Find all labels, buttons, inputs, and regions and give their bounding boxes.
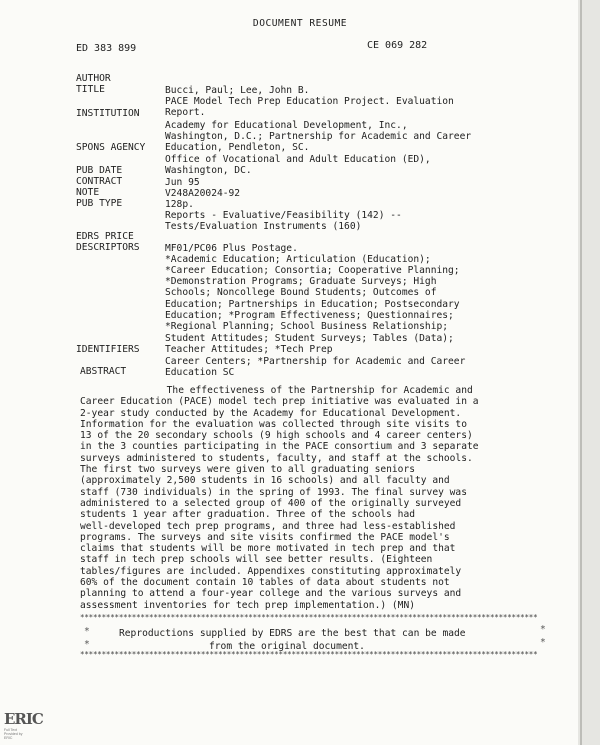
ed-number: ED 383 899 bbox=[76, 43, 137, 54]
ce-number: CE 069 282 bbox=[367, 40, 428, 51]
star-border-left: * bbox=[84, 639, 90, 650]
field-value: *Academic Education; Articulation (Education); *Career Education; Consortia; Cooperative Planning; *Demonstration Programs; Graduate Surveys; High Schools; Noncollege Bound Students; Outcomes of Education; Partnerships in Education; Postsecondary Education; *Program Effectiveness; Questionnaires; *Regional Planning; School Business Relationship; Student Attitudes; Student Surveys; Tables (Data); Teacher Attitudes; *Tech Prep bbox=[165, 253, 460, 355]
field-label: DESCRIPTORS bbox=[76, 242, 140, 254]
star-border-right: * bbox=[540, 637, 546, 648]
star-border-left: * bbox=[84, 626, 90, 637]
field-value: Jun 95 bbox=[165, 176, 200, 188]
eric-logo-subtext: Full Text Provided by ERIC bbox=[4, 728, 23, 740]
field-label: AUTHOR bbox=[76, 73, 111, 85]
field-value: Career Centers; *Partnership for Academic and Career Education SC bbox=[165, 355, 466, 378]
document-title: DOCUMENT RESUME bbox=[252, 18, 348, 29]
reproduction-notice-source: from the original document. bbox=[209, 641, 365, 652]
field-label: SPONS AGENCY bbox=[76, 142, 146, 154]
eric-logo-text: ERIC bbox=[4, 710, 43, 728]
field-label: TITLE bbox=[76, 84, 105, 96]
field-value: PACE Model Tech Prep Education Project. Evaluation Report. bbox=[165, 95, 454, 118]
field-value: 128p. bbox=[165, 198, 194, 210]
eric-logo bbox=[4, 710, 43, 740]
field-value: V248A20024-92 bbox=[165, 187, 241, 199]
star-border-bottom: ********************************************************************************************************** bbox=[80, 650, 538, 659]
field-label: INSTITUTION bbox=[76, 108, 140, 120]
field-label: PUB DATE bbox=[76, 165, 123, 177]
field-label: IDENTIFIERS bbox=[76, 344, 140, 356]
field-label: EDRS PRICE bbox=[76, 231, 134, 243]
field-label: PUB TYPE bbox=[76, 198, 123, 210]
abstract-body: The effectiveness of the Partnership for Academic and Career Education (PACE) model tech prep initiative was evaluated in a 2-year study conducted by the Academy for Educational Development. Information for the evaluation was collected through site visits to 13 of the 20 secondary schools (9 high schools and 4 career centers) in the 3 counties participating in the PACE consortium and 3 separate surveys administered to students, faculty, and staff at the schools. The first two surveys were given to all graduating seniors (approximately 2,500 students in 16 schools) and all faculty and staff (730 individuals) in the spring of 1993. The final survey was administered to a selected group of 400 of the originally surveyed students 1 year after graduation. Three of the schools had well-developed tech prep programs, and three had less-established programs. The surveys and site visits confirmed the PACE model's claims that students will be more motivated in tech prep and that staff in tech prep schools will see better results. (Eighteen tables/figures are included. Appendixes constituting approximately 60% of the document contain 10 tables of data about students not planning to attend a four-year college and the various surveys and assessment inventories for tech prep implementation.) (MN) bbox=[80, 385, 479, 611]
scan-edge bbox=[578, 0, 600, 745]
field-value: MF01/PC06 Plus Postage. bbox=[165, 242, 298, 254]
reproduction-notice: Reproductions supplied by EDRS are the best that can be made bbox=[119, 628, 466, 639]
abstract-heading: ABSTRACT bbox=[80, 366, 127, 377]
field-label: NOTE bbox=[76, 187, 100, 199]
star-border-right: * bbox=[540, 624, 546, 635]
field-value: Office of Vocational and Adult Education (ED), Washington, DC. bbox=[165, 153, 431, 176]
star-border-top: ********************************************************************************************************** bbox=[80, 613, 538, 622]
field-label: CONTRACT bbox=[76, 176, 123, 188]
field-value: Bucci, Paul; Lee, John B. bbox=[165, 84, 310, 96]
field-value: Reports - Evaluative/Feasibility (142) -- Tests/Evaluation Instruments (160) bbox=[165, 209, 402, 232]
field-value: Academy for Educational Development, Inc., Washington, D.C.; Partnership for Academic and Career Education, Pendleton, SC. bbox=[165, 119, 472, 154]
